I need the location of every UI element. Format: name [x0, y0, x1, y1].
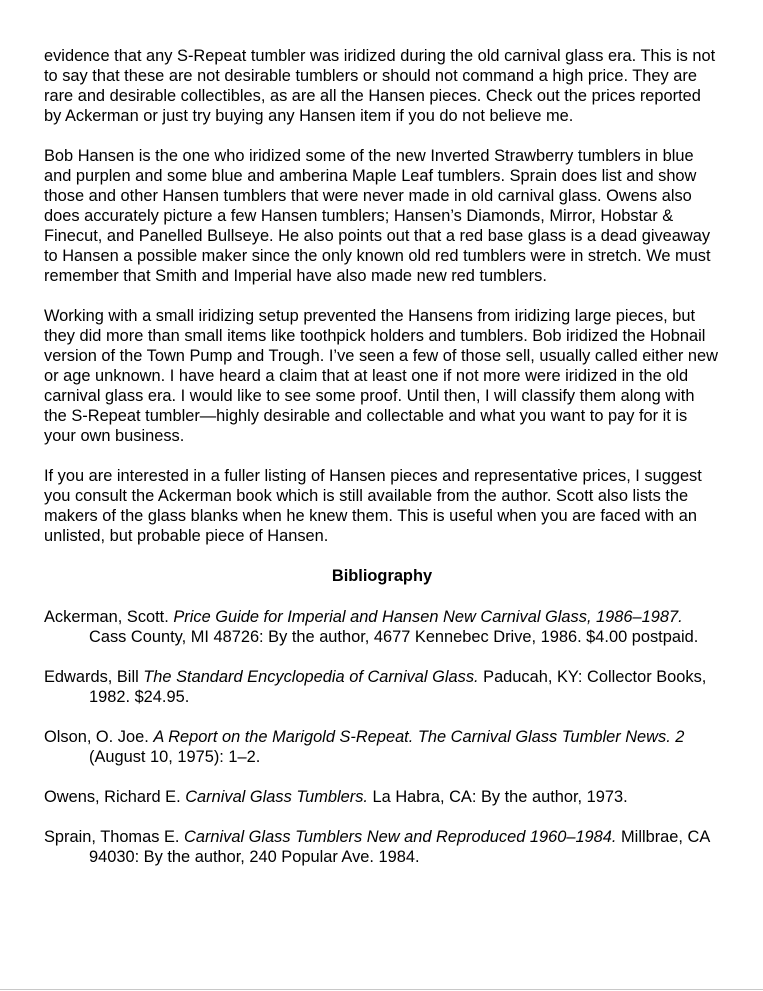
entry-title: Carnival Glass Tumblers. [185, 788, 368, 806]
entry-title: Price Guide for Imperial and Hansen New Carnival Glass, 1986–1987. [173, 608, 683, 626]
document-page [44, 46, 720, 887]
entry-publication: Cass County, MI 48726: By the author, 4677 Kennebec Drive, 1986. $4.00 postpaid. [89, 628, 699, 646]
body-paragraph-2: Bob Hansen is the one who iridized some of the new Inverted Strawberry tumblers in blue and purplen and some blue and amberina Maple Leaf tumblers. Sprain does list and show those and other Hansen tumblers that were never made in old carnival glass. Owens also does accurately picture a few Hansen tumblers; Hansen’s Diamonds, Mirror, Hobstar & Finecut, and Panelled Bullseye. He also points out that a red base glass is a dead giveaway to Hansen a possible maker since the only known old red tumblers were in stretch. We must remember that Smith and Imperial have also made new red tumblers. [44, 147, 711, 285]
bibliography-entry-edwards [44, 667, 720, 707]
bibliography-heading: Bibliography [331, 567, 433, 585]
entry-author: Owens, Richard E. [44, 788, 186, 806]
body-paragraph-3: Working with a small iridizing setup prevented the Hansens from iridizing large pieces, but they did more than small items like toothpick holders and tumblers. Bob iridized the Hobnail version of the Town Pump and Trough. I’ve seen a few of those sell, usually called either new or age unknown. I have heard a claim that at least one if not more were iridized in the old carnival glass era. I would like to see some proof. Until then, I will classify them along with the S-Repeat tumbler—highly desirable and collectable and what you want to pay for it is your own business. [44, 307, 718, 445]
bibliography-entry-sprain [44, 827, 720, 867]
entry-title: A Report on the Marigold S-Repeat. The Carnival Glass Tumbler News. 2 [153, 728, 685, 746]
entry-title: Carnival Glass Tumblers New and Reproduced 1960–1984. [184, 828, 617, 846]
entry-author: Sprain, Thomas E. [44, 828, 184, 846]
entry-publication: (August 10, 1975): 1–2. [89, 748, 261, 766]
page-bottom-rule [0, 989, 763, 990]
entry-title: The Standard Encyclopedia of Carnival Glass. [143, 668, 479, 686]
entry-author: Edwards, Bill [44, 668, 144, 686]
entry-publication: La Habra, CA: By the author, 1973. [367, 788, 628, 806]
entry-publication: Millbrae, CA 94030: By the author, 240 Popular Ave. 1984. [89, 828, 710, 866]
bibliography-entry-ackerman [44, 607, 720, 647]
entry-author: Ackerman, Scott. [44, 608, 174, 626]
bibliography-entry-owens [44, 787, 720, 807]
entry-publication: Paducah, KY: Collector Books, 1982. $24.95. [89, 668, 707, 706]
body-paragraph-1: evidence that any S-Repeat tumbler was iridized during the old carnival glass era. This is not to say that these are not desirable tumblers or should not command a high price. They are rare and desirable collectibles, as are all the Hansen pieces. Check out the prices reported by Ackerman or just try buying any Hansen item if you do not believe me. [44, 47, 716, 125]
bibliography-entry-olson [44, 727, 720, 767]
entry-author: Olson, O. Joe. [44, 728, 154, 746]
body-paragraph-4: If you are interested in a fuller listing of Hansen pieces and representative prices, I suggest you consult the Ackerman book which is still available from the author. Scott also lists the makers of the glass blanks when he knew them. This is useful when you are faced with an unlisted, but probable piece of Hansen. [44, 467, 702, 545]
